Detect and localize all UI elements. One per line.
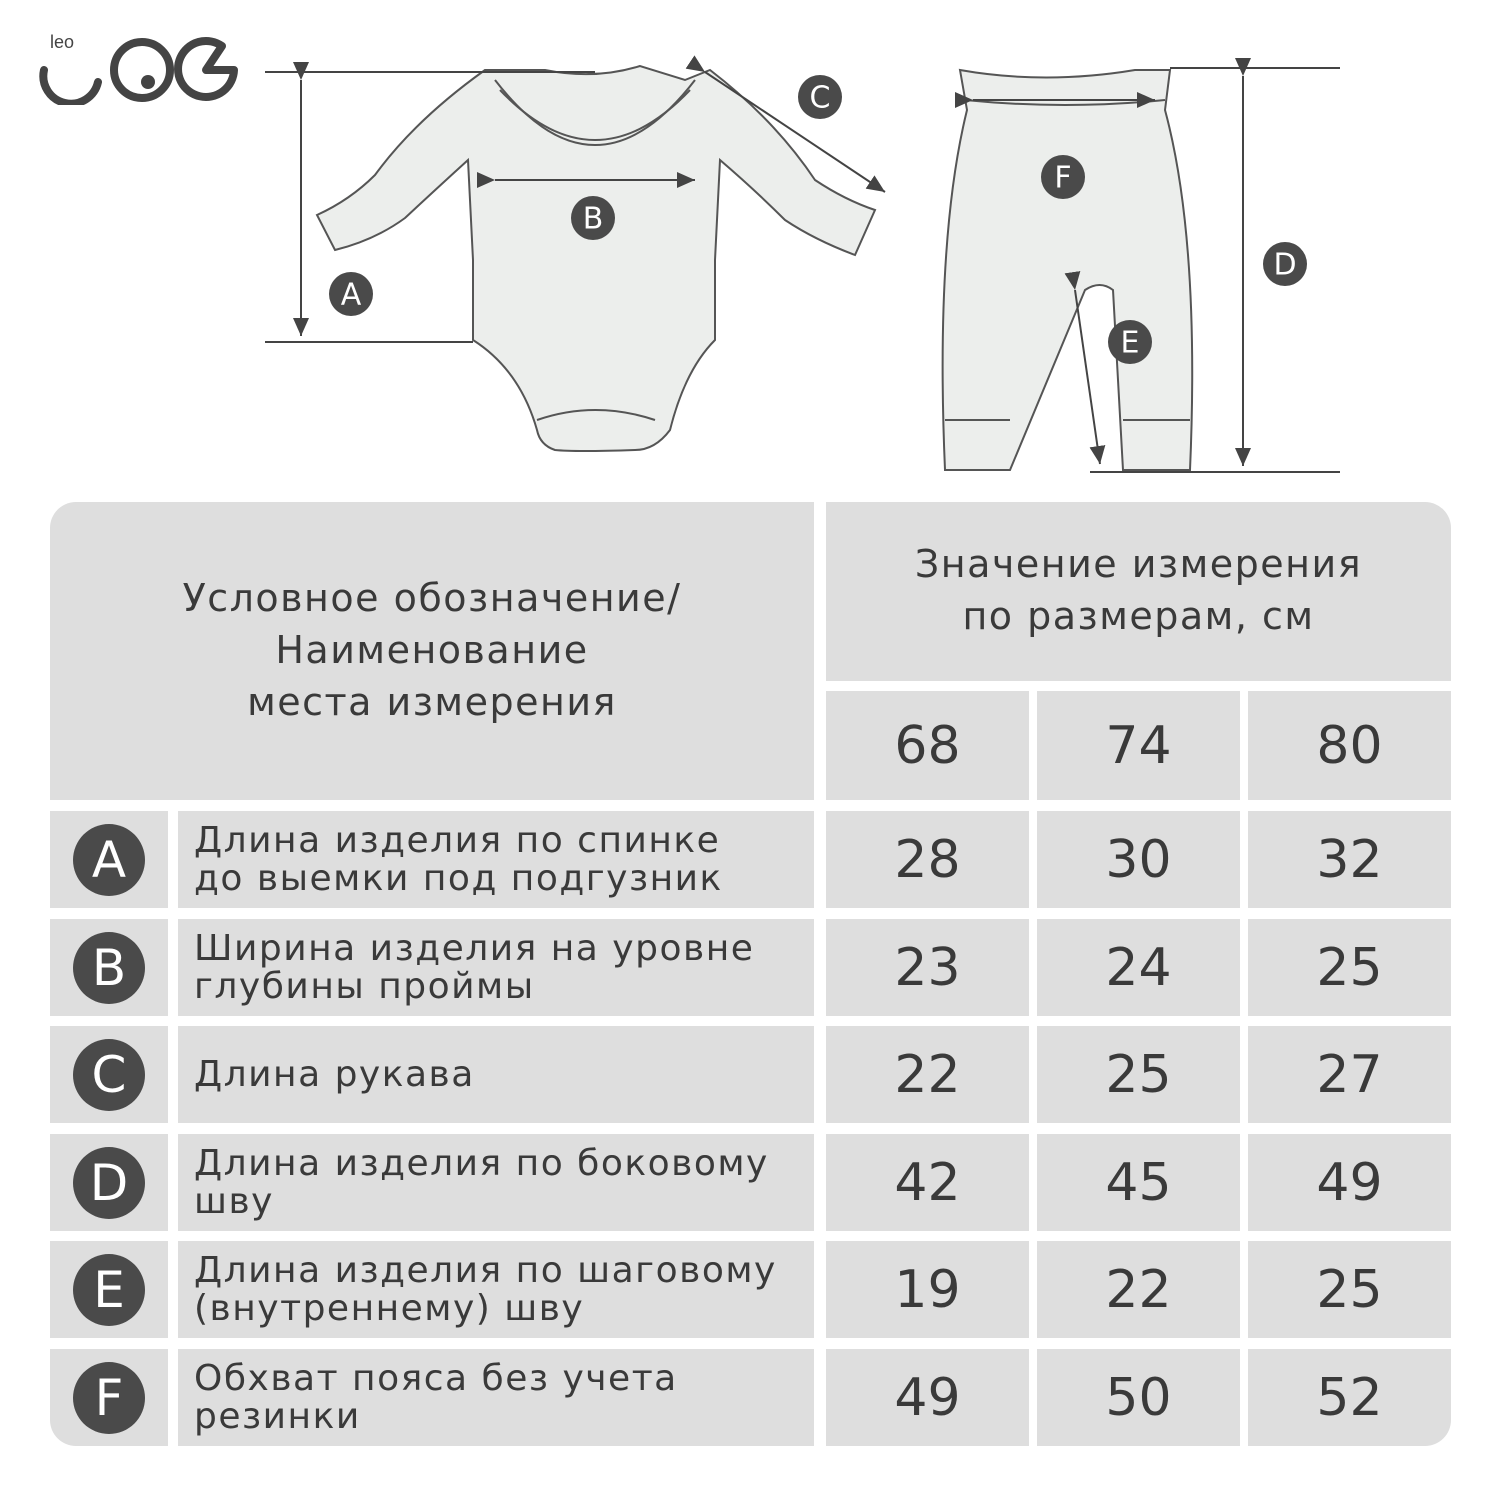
value-a-size-80: 32 <box>1248 811 1451 908</box>
svg-text:A: A <box>340 277 362 313</box>
row-letter-cell-a <box>50 811 168 908</box>
letter-d-icon: D <box>73 1147 145 1219</box>
letter-b-icon: B <box>73 932 145 1004</box>
header-right-line-1: Значение измерения <box>914 542 1363 586</box>
logo-text: leo <box>50 32 75 52</box>
label-a-icon <box>329 272 373 316</box>
value-f-size-80: 52 <box>1248 1349 1451 1446</box>
row-letter-cell-f <box>50 1349 168 1446</box>
svg-text:D: D <box>1273 247 1297 283</box>
header-right-line-2: по размерам, см <box>962 594 1315 638</box>
svg-text:C: C <box>809 80 831 116</box>
measurement-label-f: Обхват пояса без учета резинки <box>194 1357 678 1437</box>
header-left-line-3: места измерения <box>247 680 617 724</box>
size-header-80: 80 <box>1248 691 1451 800</box>
value-c-size-74: 25 <box>1037 1026 1240 1123</box>
letter-e-icon: E <box>73 1254 145 1326</box>
value-f-size-68: 49 <box>826 1349 1029 1446</box>
size-header-68: 68 <box>826 691 1029 800</box>
value-b-size-80: 25 <box>1248 919 1451 1016</box>
label-d-icon <box>1263 242 1307 286</box>
label-e-icon <box>1108 320 1152 364</box>
row-letter-cell-c <box>50 1026 168 1123</box>
header-measurement-values <box>826 502 1451 681</box>
letter-a-icon: A <box>73 824 145 896</box>
letter-c-icon: C <box>73 1039 145 1111</box>
value-c-size-68: 22 <box>826 1026 1029 1123</box>
measurement-label-c: Длина рукава <box>194 1053 475 1095</box>
row-label-cell-e <box>178 1241 814 1338</box>
value-e-size-68: 19 <box>826 1241 1029 1338</box>
size-header-74: 74 <box>1037 691 1240 800</box>
value-c-size-80: 27 <box>1248 1026 1451 1123</box>
row-label-cell-c <box>178 1026 814 1123</box>
pants-drawing <box>943 70 1193 470</box>
garment-diagram <box>255 40 1355 480</box>
measurement-label-d: Длина изделия по боковому шву <box>194 1142 769 1222</box>
svg-text:F: F <box>1054 160 1072 196</box>
label-b-icon <box>571 196 615 240</box>
svg-text:E: E <box>1120 325 1140 361</box>
value-a-size-74: 30 <box>1037 811 1240 908</box>
row-letter-cell-e <box>50 1241 168 1338</box>
measurement-label-e: Длина изделия по шаговому (внутреннему) шву <box>194 1249 777 1329</box>
value-e-size-74: 22 <box>1037 1241 1240 1338</box>
value-a-size-68: 28 <box>826 811 1029 908</box>
row-label-cell-a <box>178 811 814 908</box>
label-f-icon <box>1041 155 1085 199</box>
row-letter-cell-b <box>50 919 168 1016</box>
letter-f-icon: F <box>73 1362 145 1434</box>
row-label-cell-b <box>178 919 814 1016</box>
row-label-cell-d <box>178 1134 814 1231</box>
value-d-size-80: 49 <box>1248 1134 1451 1231</box>
value-d-size-74: 45 <box>1037 1134 1240 1231</box>
header-left-line-1: Условное обозначение/ <box>182 576 682 620</box>
brand-logo <box>38 30 253 105</box>
measurement-label-b: Ширина изделия на уровне глубины проймы <box>194 927 755 1007</box>
svg-text:B: B <box>582 201 604 237</box>
value-b-size-68: 23 <box>826 919 1029 1016</box>
label-c-icon <box>798 75 842 119</box>
row-label-cell-f <box>178 1349 814 1446</box>
header-measurement-name <box>50 502 814 800</box>
bodysuit-drawing <box>317 66 875 451</box>
row-letter-cell-d <box>50 1134 168 1231</box>
value-d-size-68: 42 <box>826 1134 1029 1231</box>
header-left-line-2: Наименование <box>275 628 589 672</box>
value-f-size-74: 50 <box>1037 1349 1240 1446</box>
measurement-label-a: Длина изделия по спинке до выемки под подгузник <box>194 819 723 899</box>
value-b-size-74: 24 <box>1037 919 1240 1016</box>
value-e-size-80: 25 <box>1248 1241 1451 1338</box>
